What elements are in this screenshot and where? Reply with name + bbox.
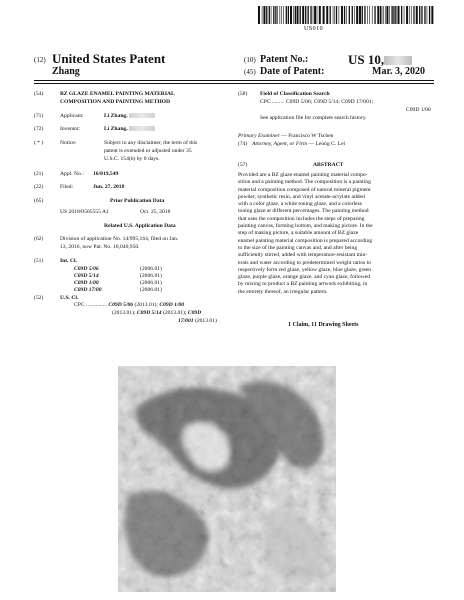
abstract-line: sition and a painting method. The composition is a painting <box>238 179 371 186</box>
filed-value: Jun. 27, 2018 <box>93 184 125 190</box>
barcode-bar <box>356 6 358 24</box>
examiner-value: — Francisco W Tschen <box>281 133 334 139</box>
attorney-label: Attorney, Agent, or Firm <box>252 141 308 147</box>
barcode-bar <box>385 6 386 24</box>
field-line: CPC ......... C09D 5/06; C09D 5/14; C09D 17/001; <box>260 99 374 105</box>
barcode-bar <box>409 6 410 24</box>
code-62: (62) <box>34 236 44 242</box>
abstract-line: with a color glaze, a white toning glaze, and a colorless <box>238 201 362 208</box>
barcode-bar <box>266 6 267 24</box>
appl-value: 16/019,549 <box>93 171 119 177</box>
code-57: (57) <box>238 162 248 168</box>
applicant-wrap <box>104 113 155 120</box>
barcode-bar <box>310 6 311 24</box>
date-value: Mar. 3, 2020 <box>372 66 425 77</box>
int-cl-code: C09D 5/14 <box>74 273 99 279</box>
abstract-line: that uses the composition includes the steps of preparing <box>238 215 365 222</box>
abstract-line: to the size of the painting canvas and, and after being <box>238 244 358 251</box>
barcode-bar <box>411 6 412 24</box>
patent-no-value: US 10, <box>348 52 385 67</box>
barcode-bar <box>404 6 405 24</box>
notice-label: Notice: <box>60 140 77 146</box>
barcode-bar <box>297 6 299 24</box>
barcode-bar <box>393 6 394 24</box>
cpc-line-2 <box>112 310 201 317</box>
barcode-bar <box>369 6 370 24</box>
date-label: Date of Patent: <box>260 66 325 77</box>
int-cl-code: C09D 17/00 <box>74 287 102 293</box>
barcode-bar <box>293 6 294 24</box>
barcode-bar <box>344 6 345 24</box>
barcode-bar <box>314 6 316 24</box>
barcode-bar <box>277 6 278 24</box>
int-cl-label: Int. Cl. <box>60 258 77 264</box>
barcode-bar <box>262 6 263 24</box>
cpc-code: C09D <box>187 310 202 316</box>
barcode-bar <box>269 6 270 24</box>
barcode-bar <box>414 6 415 24</box>
barcode-bar <box>354 6 355 24</box>
abstract-line: enamel painting material composition is prepared according <box>238 237 373 244</box>
barcode-bar <box>334 6 335 24</box>
barcode-bar <box>275 6 276 24</box>
abstract-line: step of making picture, a suitable amount of BZ glaze <box>238 230 359 237</box>
barcode-bar <box>341 6 343 24</box>
cpc-line-1 <box>74 302 184 309</box>
us-cl-label: U.S. Cl. <box>60 295 79 301</box>
cpc-label: CPC <box>74 302 85 308</box>
barcode-bar <box>374 6 375 24</box>
barcode-bar <box>258 6 260 24</box>
inventor-name: Li Zhang, <box>104 126 128 132</box>
applicant-label: Applicant: <box>60 113 84 119</box>
appl-label: Appl. No.: <box>60 171 84 177</box>
code-71: (71) <box>34 113 44 119</box>
patent-no-label: Patent No.: <box>260 54 309 65</box>
code-51: (51) <box>34 258 44 264</box>
abstract-line: powder, synthetic resin, and vinyl acetate-acrylate added <box>238 193 365 200</box>
abstract-line: painting canvas, forming bottom, and making picture. In the <box>238 223 373 230</box>
examiner-line <box>238 133 333 140</box>
barcode-bar <box>326 6 328 24</box>
barcode-bar <box>339 6 340 24</box>
barcode-bar <box>372 6 373 24</box>
barcode-bar <box>273 6 274 24</box>
patent-title: United States Patent <box>52 51 166 66</box>
barcode-bar <box>431 6 433 24</box>
int-cl-year: (2006.01) <box>140 287 162 293</box>
prior-pub-number: US 2018/0505555 A1 <box>60 209 109 215</box>
applicant-name: Li Zhang, <box>104 113 128 119</box>
inventor-label: Inventor: <box>60 126 81 132</box>
barcode-bar <box>416 6 418 24</box>
redacted-location <box>129 113 155 118</box>
barcode-bar <box>288 6 289 24</box>
int-cl-code: C09D 1/00 <box>74 280 99 286</box>
barcode-bar <box>286 6 287 24</box>
barcode-bar <box>323 6 325 24</box>
barcode-bar <box>319 6 321 24</box>
barcode-bar <box>283 6 284 24</box>
barcode-bar <box>290 6 292 24</box>
code-22: (22) <box>34 184 44 190</box>
redacted-number <box>384 56 412 65</box>
barcode-bar <box>429 6 430 24</box>
code-21: (21) <box>34 171 44 177</box>
cpc-code: C09D 1/00 <box>159 302 185 308</box>
abstract-line: material composition composed of natural mineral pigment <box>238 186 371 193</box>
examiner-label: Primary Examiner <box>238 133 280 139</box>
field-line: See application file for complete search history. <box>260 115 367 121</box>
barcode-bar <box>271 6 272 24</box>
barcode-bar <box>386 6 388 24</box>
cpc-year: (2013.01); <box>134 302 158 308</box>
field-heading: Field of Classification Search <box>260 91 330 97</box>
barcode-bar <box>313 6 314 24</box>
prior-pub-date: Oct. 25, 2018 <box>140 209 171 215</box>
int-cl-year: (2006.01) <box>140 273 162 279</box>
cpc-code: 17/001 <box>178 318 194 324</box>
barcode-bar <box>389 6 390 24</box>
barcode-bar <box>383 6 384 24</box>
division-line: 13, 2016, now Pat. No. 10,040,950. <box>60 244 140 250</box>
barcode-bar <box>401 6 402 24</box>
code-notice: ( * ) <box>34 140 44 146</box>
cpc-year: (2013.01) <box>194 318 217 324</box>
barcode-bar <box>424 6 425 24</box>
barcode-bar <box>346 6 347 24</box>
barcode-bar <box>263 6 265 24</box>
attorney-line <box>252 141 345 148</box>
abstract-line: glaze, purple glaze, orange glaze, and cyan glaze, followed <box>238 274 371 281</box>
barcode-bar <box>333 6 334 24</box>
code-52: (52) <box>34 295 44 301</box>
code-72: (72) <box>34 126 44 132</box>
header-rule <box>34 80 434 84</box>
title-line-1: BZ GLAZE ENAMEL PAINTING MATERIAL <box>60 91 175 97</box>
notice-line: U.S.C. 154(b) by 0 days. <box>104 156 160 162</box>
cpc-year: (2013.01); <box>163 310 187 316</box>
barcode-image <box>258 6 434 24</box>
barcode-bar <box>302 6 304 24</box>
barcode-bar <box>336 6 337 24</box>
barcode-bar <box>427 6 428 24</box>
code-74: (74) <box>238 141 248 147</box>
int-cl-year: (2006.01) <box>140 266 162 272</box>
related-heading: Related U.S. Application Data <box>104 223 176 229</box>
abstract-text <box>238 172 434 296</box>
inventor-wrap <box>104 126 155 133</box>
barcode-bar <box>307 6 308 24</box>
barcode-bar <box>380 6 381 24</box>
title-line-2: COMPOSITION AND PAINTING METHOD <box>60 99 171 105</box>
field-line: C09D 1/00 <box>406 107 431 113</box>
division-line: Division of application No. 14/995,164, filed on Jan. <box>60 236 179 242</box>
barcode-bar <box>359 6 361 24</box>
int-cl-code: C09D 5/06 <box>74 266 99 272</box>
abstract-line: erals and water according to predetermined weight ratios to <box>238 259 371 266</box>
code-54: (54) <box>34 91 44 97</box>
abstract-line: sufficiently stirred, added with temperature-resistant min- <box>238 252 368 259</box>
barcode-bar <box>349 6 350 24</box>
notice-line: patent is extended or adjusted under 35 <box>104 148 192 154</box>
cpc-code: C09D 5/14 <box>136 310 162 316</box>
barcode-bar <box>367 6 368 24</box>
representative-drawing <box>118 366 336 592</box>
cpc-year: (2013.01); <box>112 310 136 316</box>
code-45: (45) <box>244 68 256 76</box>
barcode-bar <box>406 6 408 24</box>
prior-pub-heading: Prior Publication Data <box>110 198 165 204</box>
abstract-line: respectively form red glaze, yellow glaze, blue glaze, green <box>238 266 372 273</box>
barcode-bar <box>413 6 414 24</box>
barcode-bar <box>352 6 353 24</box>
barcode-bar <box>281 6 282 24</box>
barcode-bar <box>419 6 420 24</box>
abstract-line: Provided are a BZ glaze enamel painting material compo- <box>238 172 368 178</box>
cpc-dots: ............... <box>85 302 107 308</box>
barcode-bar <box>330 6 331 24</box>
barcode-bar <box>364 6 365 24</box>
barcode-bar <box>395 6 396 24</box>
barcode-bar <box>421 6 422 24</box>
barcode-bar <box>377 6 379 24</box>
barcode-bar <box>305 6 306 24</box>
notice-line: Subject to any disclaimer, the term of this <box>104 140 198 146</box>
barcode-bar <box>398 6 400 24</box>
code-58: (58) <box>238 91 248 97</box>
document-number: US010 <box>304 26 324 32</box>
barcode-bar <box>280 6 281 24</box>
abstract-line: toning glaze at different percentages. The painting method <box>238 208 369 215</box>
barcode-bar <box>317 6 318 24</box>
attorney-value: — Leong C. Lei <box>308 141 346 147</box>
filed-label: Filed: <box>60 184 74 190</box>
code-10: (10) <box>244 56 256 64</box>
barcode-bar <box>295 6 296 24</box>
abstract-heading: ABSTRACT <box>313 162 344 168</box>
barcode-bar <box>391 6 392 24</box>
barcode-bar <box>300 6 301 24</box>
claims-summary: 1 Claim, 11 Drawing Sheets <box>288 322 359 328</box>
cpc-code: C09D 5/06 <box>108 302 134 308</box>
abstract-line: the entirety thereof, an irregular pattern. <box>238 288 328 295</box>
code-65: (65) <box>34 198 44 204</box>
inventor-surname: Zhang <box>52 66 80 77</box>
code-12: (12) <box>34 56 46 64</box>
barcode-bar <box>362 6 363 24</box>
redacted-location <box>129 126 155 131</box>
abstract-line: by mixing to product a BZ painting artwork exhibiting, in <box>238 281 368 288</box>
int-cl-year: (2006.01) <box>140 280 162 286</box>
cpc-line-3 <box>178 318 217 325</box>
barcode-bar <box>382 6 383 24</box>
